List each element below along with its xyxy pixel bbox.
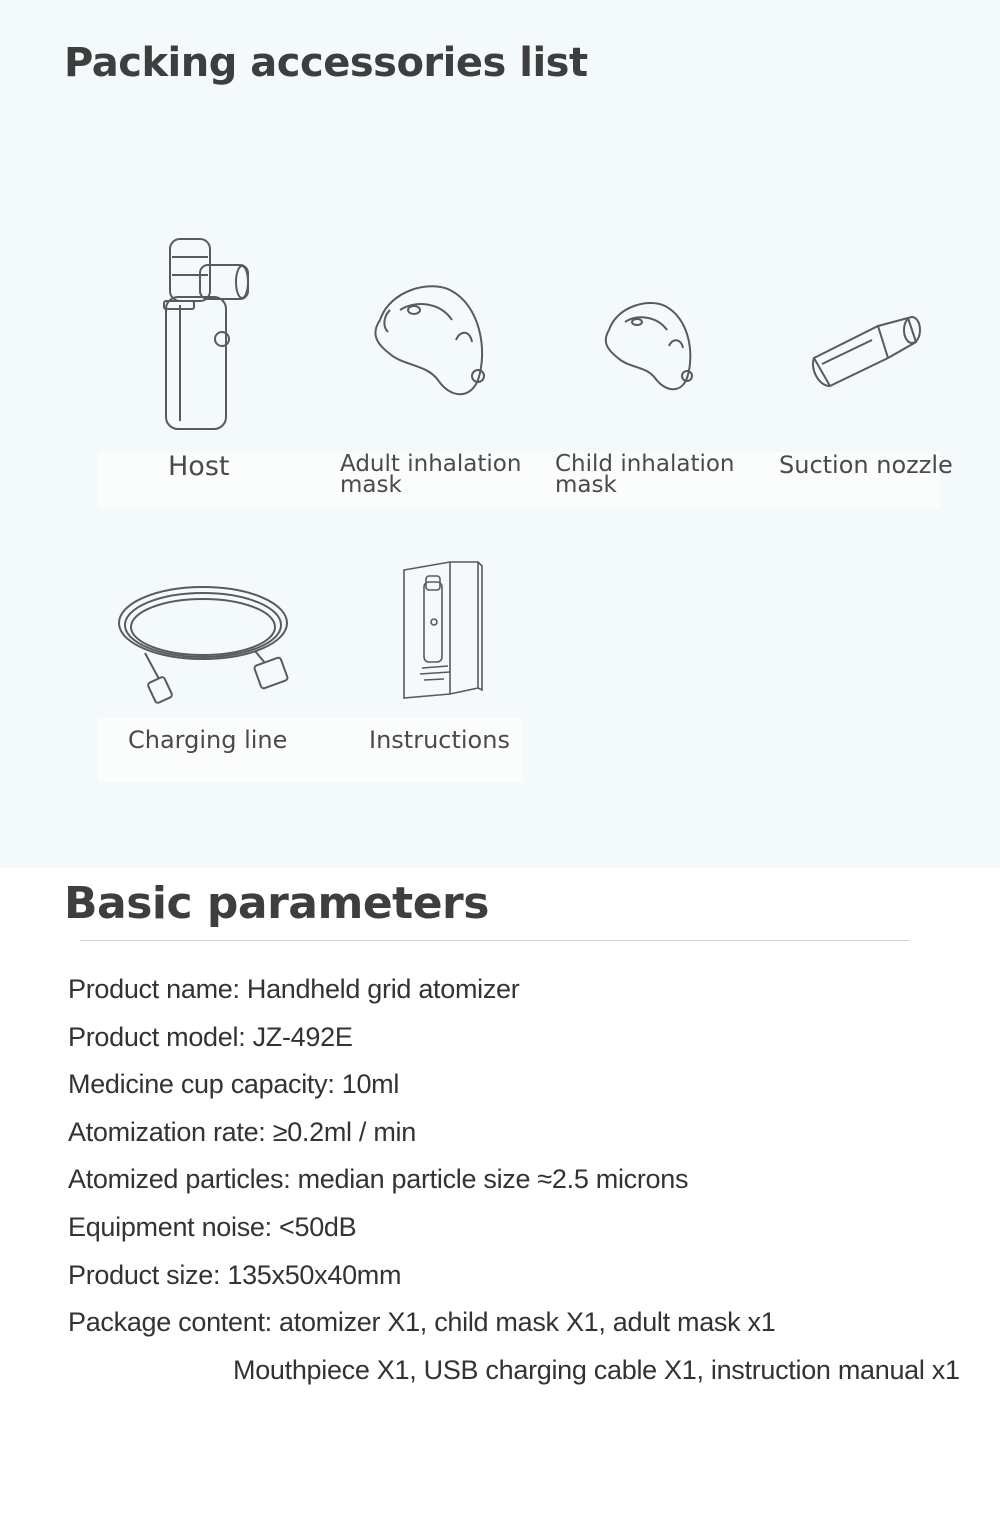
packing-title: Packing accessories list [64,40,588,86]
param-package-content-continued: Mouthpiece X1, USB charging cable X1, instruction manual x1 [233,1354,960,1385]
usb-cable-icon [115,583,290,708]
child-mask-icon [595,298,700,400]
adult-mask-icon [360,280,495,410]
accessory-label: Charging line [128,726,288,754]
nebulizer-host-icon [150,235,260,435]
parameters-title: Basic parameters [64,878,489,929]
param-package-content: Package content: atomizer X1, child mask X1, adult mask x1 [68,1307,776,1338]
mouthpiece-icon [808,312,926,392]
param-atomization-rate: Atomization rate: ≥0.2ml / min [68,1116,416,1147]
accessory-label: Host [168,451,230,482]
section-divider [80,940,910,941]
param-particles: Atomized particles: median particle size ≈2.5 microns [68,1164,689,1195]
accessory-label: Suction nozzle [779,451,953,479]
param-noise: Equipment noise: <50dB [68,1211,357,1242]
param-cup-capacity: Medicine cup capacity: 10ml [68,1069,400,1100]
param-product-model: Product model: JZ-492E [68,1021,353,1052]
accessory-label: Instructions [369,726,510,754]
manual-booklet-icon [398,560,488,700]
param-product-name: Product name: Handheld grid atomizer [68,974,520,1004]
parameters-list [68,966,978,1394]
accessory-label: Adult inhalation mask [340,451,522,498]
accessory-label: Child inhalation mask [555,451,735,498]
param-size: Product size: 135x50x40mm [68,1259,402,1290]
